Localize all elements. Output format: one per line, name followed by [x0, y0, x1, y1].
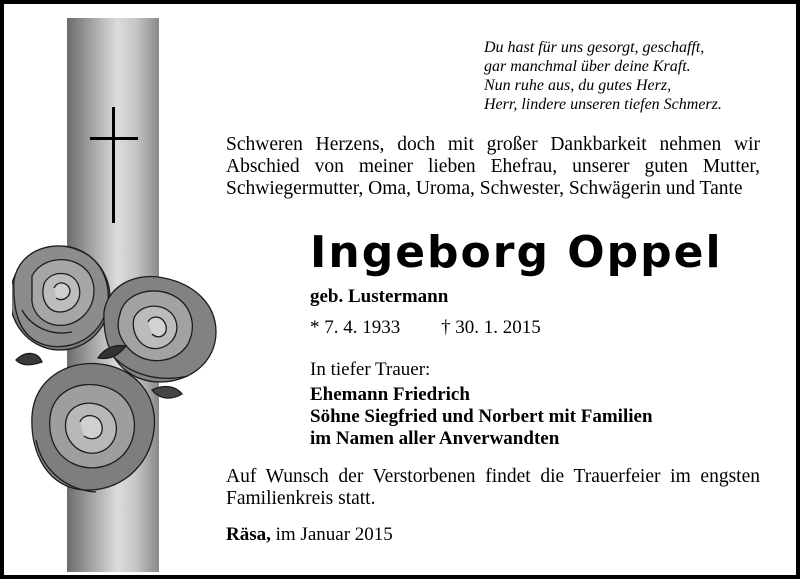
- life-dates: [310, 317, 541, 339]
- rose-bottom: [32, 363, 155, 492]
- intro-text: Schweren Herzens, doch mit großer Dankbarkeit nehmen wir Abschied von meiner lieben Ehefrau, unserer guten Mutter, Schwiegermutter, Oma, Uroma, Schwester, Schwägerin und Tante: [226, 134, 760, 199]
- death-date: † 30. 1. 2015: [441, 317, 541, 338]
- roses-image: [12, 240, 224, 502]
- deceased-name: Ingeborg Oppel: [310, 227, 723, 278]
- maiden-name: geb. Lustermann: [310, 286, 449, 307]
- place-date: im Januar 2015: [275, 524, 393, 545]
- poem-line: Nun ruhe aus, du gutes Herz,: [484, 77, 672, 94]
- poem-line: Herr, lindere unseren tiefen Schmerz.: [484, 96, 722, 113]
- mourning-heading: In tiefer Trauer:: [310, 359, 431, 380]
- rose-top-left: [12, 246, 110, 350]
- mourner-line: im Namen aller Anverwandten: [310, 428, 560, 449]
- poem: [484, 38, 784, 114]
- birth-date: * 7. 4. 1933: [310, 317, 401, 338]
- place-town: Räsa,: [226, 524, 271, 545]
- mourner-line: Ehemann Friedrich: [310, 384, 470, 405]
- rose-right: [104, 276, 216, 382]
- poem-line: Du hast für uns gesorgt, geschafft,: [484, 39, 705, 56]
- mourners-list: [310, 384, 653, 450]
- place-and-date: [226, 524, 393, 546]
- poem-line: gar manchmal über deine Kraft.: [484, 58, 691, 75]
- funeral-wish-text: Auf Wunsch der Verstorbenen findet die Trauerfeier im engsten Familienkreis statt.: [226, 466, 760, 509]
- mourner-line: Söhne Siegfried und Norbert mit Familien: [310, 406, 653, 427]
- cross-icon: [90, 107, 138, 223]
